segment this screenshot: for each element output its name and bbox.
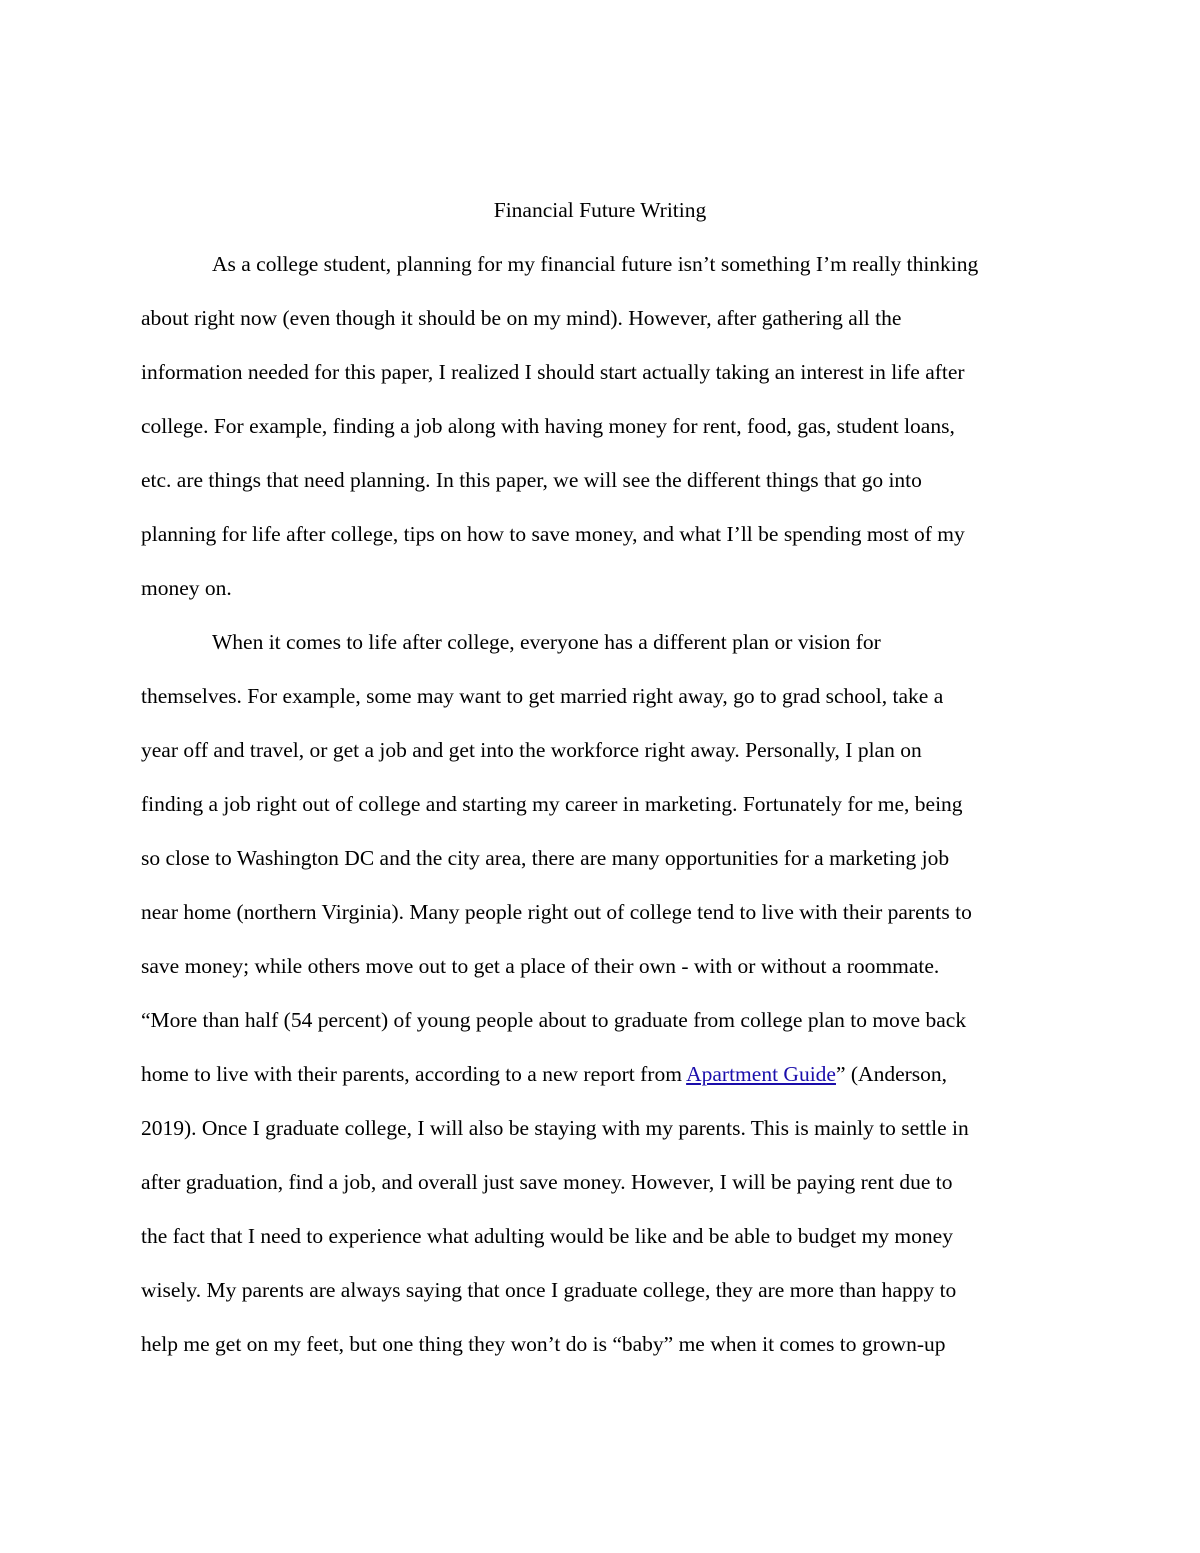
paragraph-line: “More than half (54 percent) of young people about to graduate from college plan to move back [141, 1008, 967, 1032]
paragraph-line: college. For example, finding a job along with having money for rent, food, gas, student loans, [141, 414, 955, 438]
paragraph-line: planning for life after college, tips on how to save money, and what I’ll be spending most of my [141, 522, 965, 546]
paragraph-line-with-link [141, 1056, 947, 1092]
paragraph-line: information needed for this paper, I realized I should start actually taking an interest in life after [141, 360, 965, 384]
paragraph-line: As a college student, planning for my financial future isn’t something I’m really thinking [212, 252, 979, 276]
paragraph-line: themselves. For example, some may want to get married right away, go to grad school, take a [141, 684, 944, 708]
apartment-guide-link[interactable]: Apartment Guide [686, 1062, 836, 1086]
paragraph-line: after graduation, find a job, and overall just save money. However, I will be paying rent due to [141, 1170, 953, 1194]
paragraph-line: year off and travel, or get a job and get into the workforce right away. Personally, I plan on [141, 738, 922, 762]
link-line-after: ” (Anderson, [835, 1062, 948, 1086]
paragraph-line: etc. are things that need planning. In this paper, we will see the different things that go into [141, 468, 922, 492]
paragraph-line: 2019). Once I graduate college, I will also be staying with my parents. This is mainly to settle in [141, 1116, 969, 1140]
document-title: Financial Future Writing [493, 198, 707, 222]
paragraph-line: help me get on my feet, but one thing they won’t do is “baby” me when it comes to grown-up [141, 1332, 946, 1356]
paragraph-line: finding a job right out of college and starting my career in marketing. Fortunately for me, being [141, 792, 963, 816]
paragraph-line: about right now (even though it should be on my mind). However, after gathering all the [141, 306, 902, 330]
paragraph-line: When it comes to life after college, everyone has a different plan or vision for [212, 630, 881, 654]
paragraph-line: wisely. My parents are always saying that once I graduate college, they are more than happy to [141, 1278, 957, 1302]
paragraph-line: so close to Washington DC and the city area, there are many opportunities for a marketing job [141, 846, 950, 870]
paragraph-line: near home (northern Virginia). Many people right out of college tend to live with their parents to [141, 900, 972, 924]
paragraph-line: save money; while others move out to get a place of their own - with or without a roommate. [141, 954, 940, 978]
link-line-before: home to live with their parents, according to a new report from [141, 1062, 687, 1086]
paragraph-line: money on. [141, 576, 232, 600]
paragraph-line: the fact that I need to experience what adulting would be like and be able to budget my money [141, 1224, 953, 1248]
